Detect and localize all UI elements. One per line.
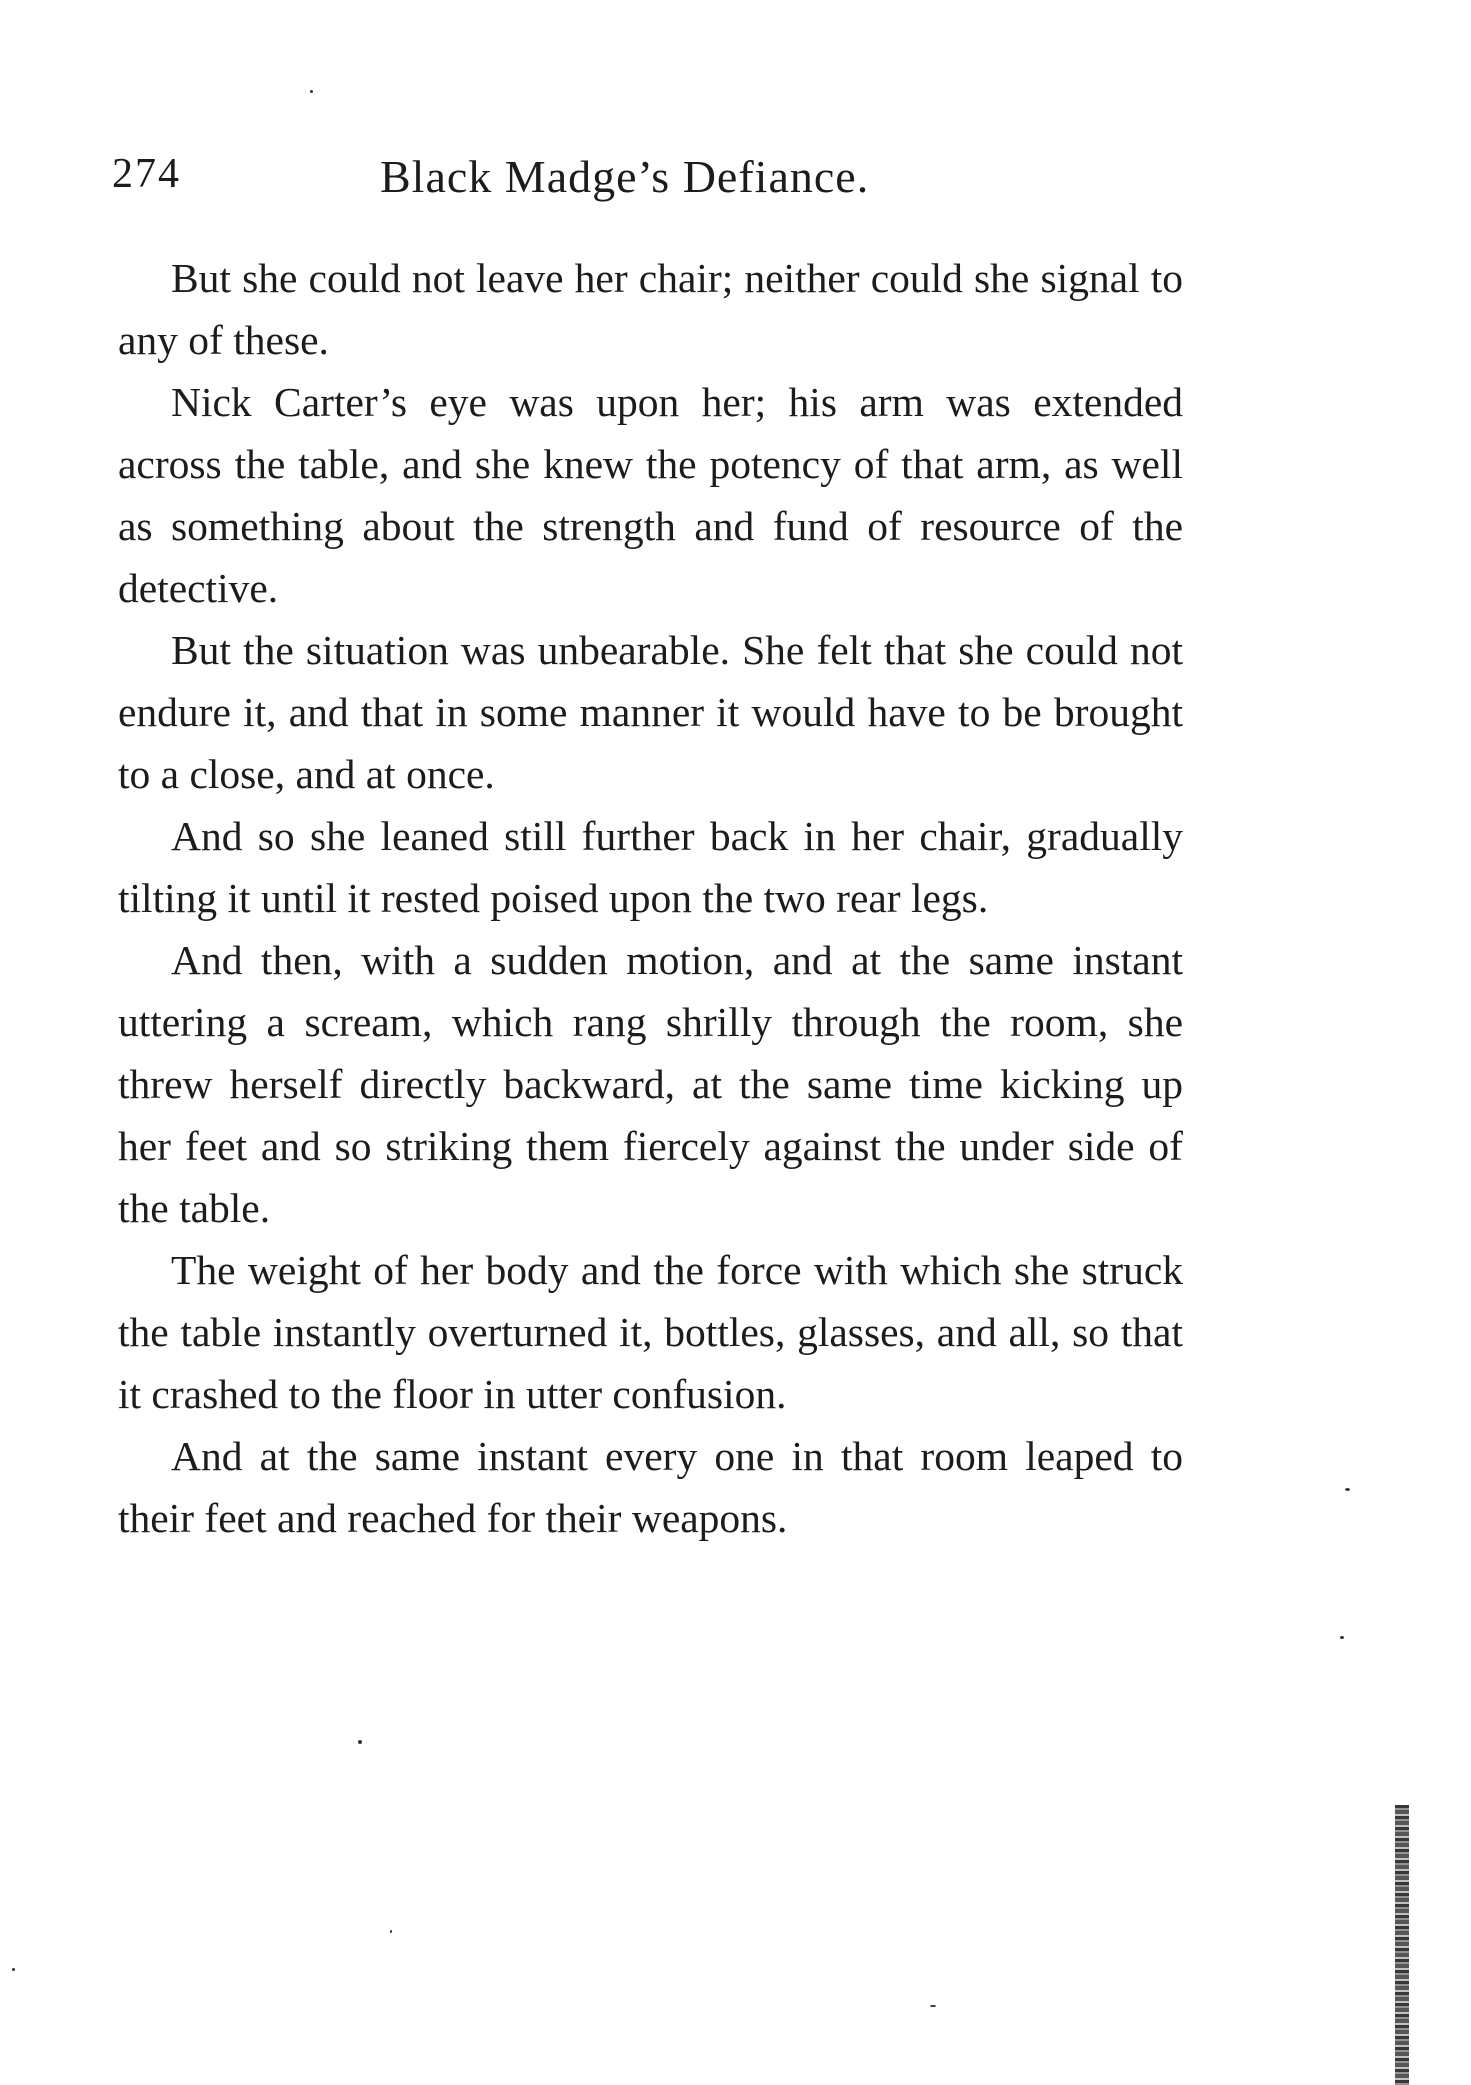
paragraph: But the situation was unbearable. She felt that she could not endure it, and that in some manner it would have to be brought to a close, and at once. — [118, 627, 1183, 797]
scan-speck — [390, 1930, 392, 1933]
paragraph: And at the same instant every one in that room leaped to their feet and reached for their weapons. — [118, 1433, 1183, 1541]
scan-speck — [310, 90, 313, 93]
scan-speck — [1340, 1636, 1344, 1639]
paragraph: And so she leaned still further back in her chair, gradually tilting it until it rested poised upon the two rear legs. — [118, 813, 1183, 921]
body-text — [118, 247, 1183, 1549]
scan-speck — [930, 2005, 936, 2007]
paragraph: And then, with a sudden motion, and at the same instant uttering a scream, which rang shrilly through the room, she threw herself directly backward, at the same time kicking up her feet and so striking them fiercely against the under side of the table. — [118, 937, 1183, 1231]
paragraph: But she could not leave her chair; neither could she signal to any of these. — [118, 255, 1183, 363]
scan-speck — [1345, 1488, 1350, 1491]
page-number: 274 — [112, 151, 181, 197]
running-title: Black Madge’s Defiance. — [380, 151, 870, 202]
scan-edge-mark — [1395, 1805, 1409, 2085]
paragraph: Nick Carter’s eye was upon her; his arm was extended across the table, and she knew the potency of that arm, as well as something about the strength and fund of resource of the detective. — [118, 379, 1183, 611]
paragraph: The weight of her body and the force with which she struck the table instantly overturned it, bottles, glasses, and all, so that it crashed to the floor in utter confusion. — [118, 1247, 1183, 1417]
scan-speck — [358, 1740, 362, 1744]
scan-speck — [12, 1968, 15, 1971]
